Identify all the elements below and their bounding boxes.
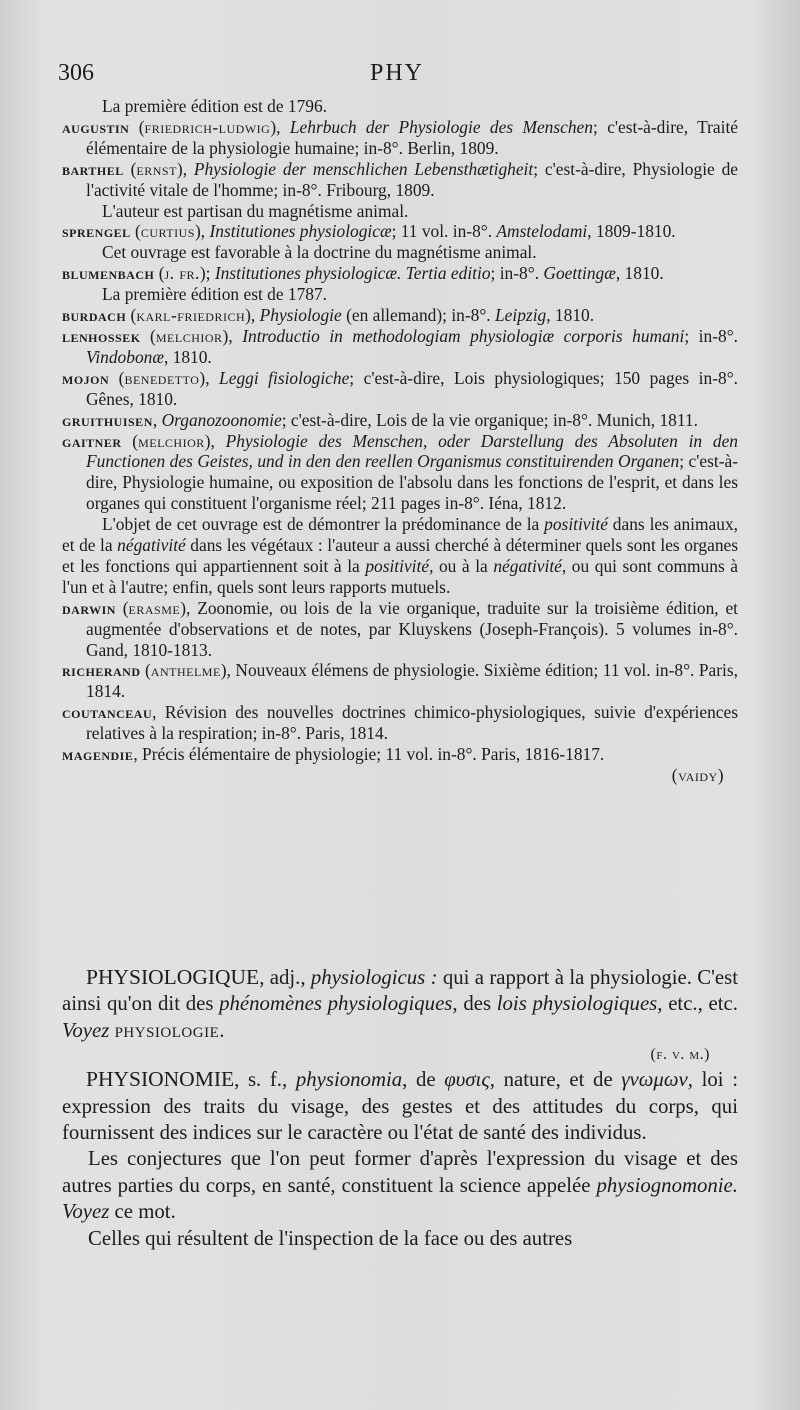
entry-note: L'auteur est partisan du magnétisme animal. xyxy=(102,200,409,221)
bibliography-entry: darwin (erasme), Zoonomie, ou lois de la vie organique, traduite sur la troisième édition, et augmentée d'observations et de notes, par Kluyskens (Joseph-François). 5 volumes in-8°. Gand, 1810-1813. xyxy=(62,597,739,660)
bibliography-entry xyxy=(62,702,738,744)
entry-author: sprengel xyxy=(62,221,131,242)
entry-separator: , xyxy=(276,116,290,137)
entry-given-name: ernst xyxy=(136,158,177,179)
page-number: 306 xyxy=(58,60,94,86)
bibliography-note: La première édition est de 1796. xyxy=(102,96,328,116)
article-text: Les conjectures que l'on peut former d'après l'expression du visage et des autres parties du corps, en santé, constituent la science appelée xyxy=(62,1147,738,1197)
cross-reference-label: Voyez xyxy=(62,1200,110,1224)
entry-given-name: melchior xyxy=(138,430,205,451)
entry-details: , Révision des nouvelles doctrines chimico-physiologiques, suivie d'expériences relatives à la respiration; in-8°. Paris, 1814. xyxy=(86,702,738,744)
entry-given-name: j. fr. xyxy=(164,263,200,284)
bibliography-entry: gaitner (melchior), Physiologie des Menschen, oder Darstellung des Absoluten in den Functionen des Geistes, und in den den reellen Organismus constituirenden Organen; c'est-à-dire, Physiologie humaine, ou exposition de l'absolu dans les fonctions de l'esprit, et dans les organes qui constituent l'organisme réel; 211 pages in-8°. Iéna, 1812. xyxy=(62,430,738,514)
entry-author: blumenbach xyxy=(62,263,155,284)
bibliography-entry: mojon (benedetto), Leggi fisiologiche; c'est-à-dire, Lois physiologiques; 150 pages in-8°. Gênes, 1810. xyxy=(62,367,738,409)
article-emphasis: physiognomonie. xyxy=(596,1173,738,1197)
entry-separator: , xyxy=(228,325,243,346)
entry-author: mojon xyxy=(62,367,110,388)
entry-note: Cet ouvrage est favorable à la doctrine du magnétisme animal. xyxy=(102,242,537,263)
article-text: , des xyxy=(452,992,497,1016)
note-emphasis: positivité xyxy=(544,514,608,535)
entry-given-name: karl-friedrich xyxy=(136,305,246,326)
article-text: , de xyxy=(402,1068,445,1092)
entry-given-name: anthelme xyxy=(150,660,221,681)
entry-title: Lehrbuch der Physiologie des Menschen xyxy=(289,116,593,137)
article-physiologique xyxy=(62,964,738,1044)
entry-author: richerand xyxy=(62,660,141,681)
entry-details: ; c'est-à-dire, Physiologie de l'activité vitale de l'homme; in-8°. Fribourg, 1809. xyxy=(86,158,739,200)
entry-author: gaitner xyxy=(62,430,122,451)
bibliography-section xyxy=(62,96,738,786)
note-emphasis: positivité xyxy=(365,555,430,576)
entry-title: Introductio in methodologiam physiologiæ corporis humani xyxy=(242,325,685,346)
entry-details: ; in-8°. xyxy=(684,325,738,346)
article-text: , nature, et de xyxy=(489,1068,622,1092)
entry-note: La première édition est de 1787. xyxy=(102,284,328,305)
entry-place: Leipzig xyxy=(495,305,547,326)
note-text: dans les animaux, et de la xyxy=(62,514,738,556)
article-paragraph xyxy=(62,1146,738,1225)
bibliography-entry: sprengel (curtius), Institutiones physiologicæ; 11 vol. in-8°. Amstelodami, 1809-1810. xyxy=(62,221,676,242)
note-text: , ou à la xyxy=(429,555,494,576)
entry-date: , 1809-1810. xyxy=(587,221,676,242)
article-physionomie xyxy=(62,1066,738,1146)
article-signature: (f. v. m.) xyxy=(650,1046,710,1064)
entry-details: ; c'est-à-dire, Lois physiologiques; 150 pages in-8°. Gênes, 1810. xyxy=(86,367,738,409)
entry-author: lenhossek xyxy=(62,325,141,346)
entry-author: magendie xyxy=(62,744,134,765)
entry-author: coutanceau xyxy=(62,702,153,723)
entry-place: Vindobonæ xyxy=(86,346,164,367)
entry-title: Leggi fisiologiche xyxy=(219,367,350,388)
note-text: dans les végétaux : l'auteur a aussi cherché à déterminer quels sont les organes et les fonctions qui appartiennent soit à la xyxy=(62,535,739,576)
entry-given-name: curtius xyxy=(140,221,195,242)
entry-separator: , xyxy=(182,158,194,179)
entry-title: Physiologie der menschlichen Lebensthætigheit xyxy=(193,158,534,179)
entry-given-name: erasme xyxy=(128,597,181,618)
cross-reference: physiologie. xyxy=(114,1018,225,1042)
page-header xyxy=(58,60,736,94)
entry-details: ; 11 vol. in-8°. xyxy=(391,221,497,242)
bibliography-entry: burdach (karl-friedrich), Physiologie (en allemand); in-8°. Leipzig, 1810. xyxy=(62,305,595,326)
note-text: , ou qui sont communs à l'un et à l'autre; enfin, quels sont leurs rapports mutuels. xyxy=(62,555,738,597)
entry-place: Amstelodami xyxy=(496,221,588,242)
note-text: L'objet de cet ouvrage est de démontrer la prédominance de la xyxy=(102,514,545,535)
entry-title: Institutiones physiologicæ. Tertia editio xyxy=(214,263,491,284)
bibliography-entry: blumenbach (j. fr.); Institutiones physiologicæ. Tertia editio; in-8°. Goettingæ, 1810. xyxy=(62,263,664,284)
running-head: PHY xyxy=(369,60,424,86)
note-emphasis: négativité xyxy=(493,555,562,576)
entry-author: barthel xyxy=(62,158,124,179)
article-text: qui a rapport à la physiologie. C'est ainsi qu'on dit des xyxy=(62,966,739,1016)
entry-date: , 1810. xyxy=(163,346,212,367)
entry-given-name: friedrich-ludwig xyxy=(144,116,271,137)
entry-details: , Zoonomie, ou lois de la vie organique, traduite sur la troisième édition, et augmentée d'observations et de notes, par Kluyskens (Joseph-François). 5 volumes in-8°. Gand, 1810-1813. xyxy=(86,597,739,660)
entry-author: gruithuisen xyxy=(62,409,153,430)
entry-place: Goettingæ xyxy=(543,263,616,284)
entry-title: Physiologie des Menschen, oder Darstellung des Absoluten in den Functionen des Geistes, und in den den reellen Organismus constituirenden Organen xyxy=(86,430,738,472)
entry-title: Organozoonomie xyxy=(161,409,282,430)
bibliography-entry: barthel (ernst), Physiologie der menschlichen Lebensthætigheit; c'est-à-dire, Physiologie de l'activité vitale de l'homme; in-8°. Fribourg, 1809. xyxy=(62,158,739,200)
entry-title: Physiologie xyxy=(259,305,342,326)
entry-details: ; c'est-à-dire, Physiologie humaine, ou exposition de l'absolu dans les fonctions de l'esprit, et dans les organes qui constituent l'organisme réel; 211 pages in-8°. Iéna, 1812. xyxy=(86,451,738,514)
greek-term: γνωμων xyxy=(621,1068,688,1092)
dictionary-articles xyxy=(62,964,738,1252)
entry-author: augustin xyxy=(62,116,130,137)
entry-given-name: benedetto xyxy=(124,367,200,388)
greek-term: φυσις xyxy=(444,1068,490,1092)
cross-reference-label: Voyez xyxy=(62,1018,110,1042)
entry-separator: , xyxy=(250,305,260,326)
headword: PHYSIOLOGIQUE xyxy=(86,965,260,989)
bibliography-entry: augustin (friedrich-ludwig), Lehrbuch der Physiologie des Menschen; c'est-à-dire, Traité élémentaire de la physiologie humaine; in-8°. Berlin, 1809. xyxy=(62,116,739,158)
entry-given-name: melchior xyxy=(155,325,223,346)
latin-term: physiologicus : xyxy=(310,966,438,989)
headword: PHYSIONOMIE xyxy=(86,1067,235,1092)
article-text: , etc., etc. xyxy=(657,992,738,1016)
article-text: , adj., xyxy=(259,966,311,989)
entry-details: (en allemand); in-8°. xyxy=(341,305,496,326)
entry-separator: , xyxy=(205,367,220,388)
entry-date: , 1810. xyxy=(615,263,664,284)
article-paragraph: Celles qui résultent de l'inspection de la face ou des autres xyxy=(88,1226,573,1250)
entry-details: , Nouveaux élémens de physiologie. Sixième édition; 11 vol. in-8°. Paris, 1814. xyxy=(86,660,739,702)
entry-details: ; c'est-à-dire, Traité élémentaire de la physiologie humaine; in-8°. Berlin, 1809. xyxy=(86,116,739,158)
entry-author: burdach xyxy=(62,305,127,326)
entry-separator: , xyxy=(200,221,210,242)
article-text: ce mot. xyxy=(109,1200,176,1224)
entry-note xyxy=(62,514,738,598)
bibliography-entry xyxy=(62,410,738,431)
note-emphasis: négativité xyxy=(117,535,186,556)
bibliography-entry: lenhossek (melchior), Introductio in methodologiam physiologiæ corporis humani; in-8°. Vindobonæ, 1810. xyxy=(62,325,738,367)
entry-details: , Précis élémentaire de physiologie; 11 vol. in-8°. Paris, 1816-1817. xyxy=(133,744,605,765)
entry-title: Institutiones physiologicæ xyxy=(209,221,392,242)
entry-separator: , xyxy=(152,409,162,430)
author-signature: (vaidy) xyxy=(671,765,724,785)
bibliography-entry: richerand (anthelme), Nouveaux élémens de physiologie. Sixième édition; 11 vol. in-8°. Paris, 1814. xyxy=(62,660,739,702)
entry-details: ; in-8°. xyxy=(490,263,544,284)
article-text: , loi : expression des traits du visage, des gestes et des attitudes du corps, qui fournissent des indices sur le caractère ou l'état de santé des individus. xyxy=(62,1068,738,1145)
article-emphasis: lois physiologiques xyxy=(496,992,658,1016)
bibliography-entry xyxy=(62,744,738,765)
entry-details: ; c'est-à-dire, Lois de la vie organique; in-8°. Munich, 1811. xyxy=(281,409,698,430)
entry-separator: , xyxy=(210,430,226,451)
entry-date: , 1810. xyxy=(546,305,595,326)
article-emphasis: phénomènes physiologiques xyxy=(219,992,453,1016)
latin-term: physionomia xyxy=(295,1068,403,1092)
entry-author: darwin xyxy=(62,597,116,618)
article-text: , s. f., xyxy=(234,1068,296,1092)
entry-separator: ; xyxy=(205,263,215,284)
